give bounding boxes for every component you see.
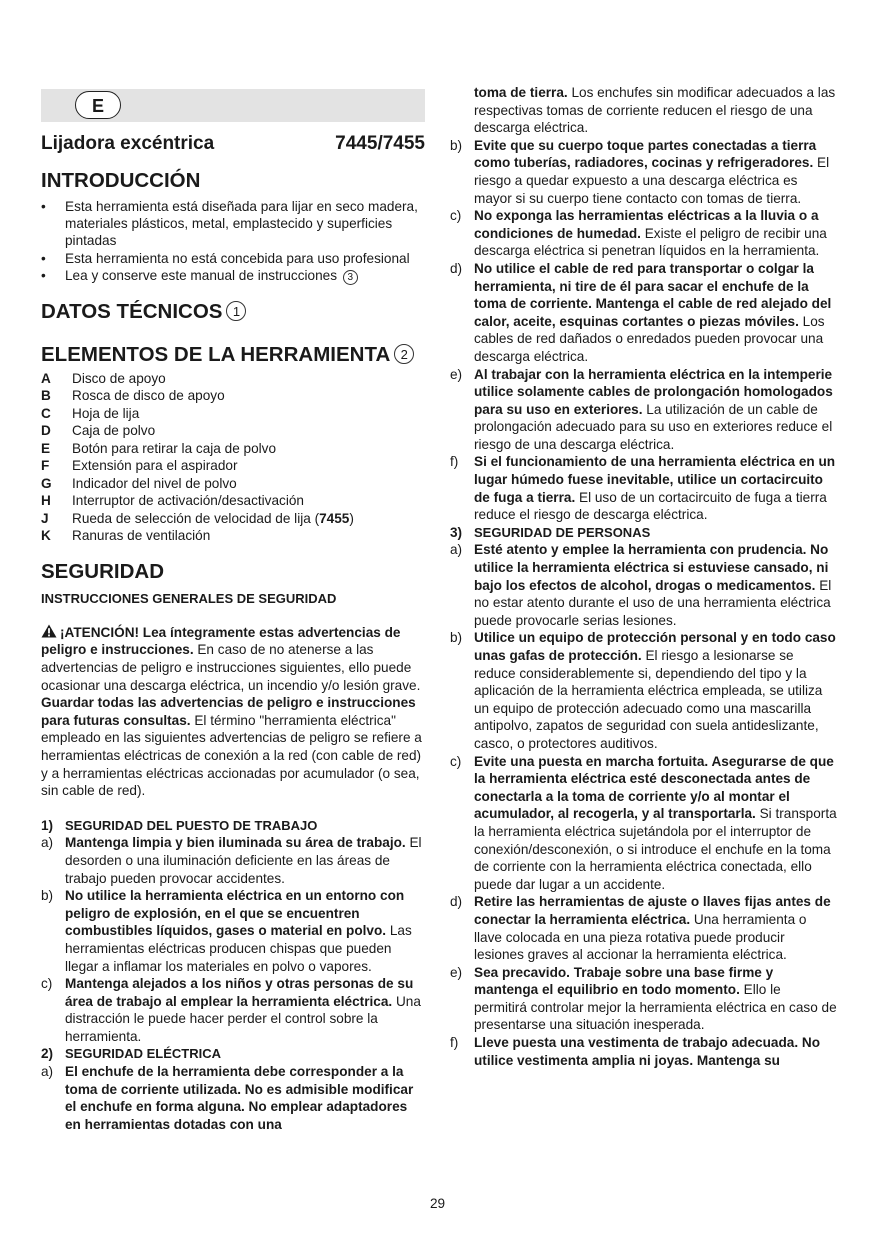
datos-tecnicos-heading: DATOS TÉCNICOS 1 [41, 299, 425, 325]
section-heading-1: 1) SEGURIDAD DEL PUESTO DE TRABAJO [41, 817, 318, 833]
warning-triangle-icon [41, 624, 57, 638]
list-item: B Rosca de disco de apoyo [41, 388, 225, 404]
list-item: E Botón para retirar la caja de polvo [41, 440, 277, 456]
list-item: f) Si el funcionamiento de una herramienta eléctrica en un lugar húmedo fuese inevitable, utilice un cortacircuito de fuga a tierra. El uso de un cortacircuito de fuga a tierra reduce el riesgo de descarga eléctrica. [450, 454, 836, 523]
warning-paragraph: ¡ATENCIÓN! Lea íntegramente estas advertencias de peligro e instrucciones. En caso de no atenerse a las advertencias de peligro e instrucciones siguientes, ello puede ocasionar una descarga eléctrica, un incendio y/o lesión grave. Guardar todas las advertencias de peligro e instrucciones para futuras consultas. El término "herramienta eléctrica" empleado en las siguientes advertencias de peligro se refiere a herramientas eléctricas de conexión a la red (con cable de red) y a herramientas eléctricas accionadas por acumulador (o sea, sin cable de red). [41, 624, 422, 799]
list-item: K Ranuras de ventilación [41, 528, 211, 544]
list-item: b) Evite que su cuerpo toque partes conectadas a tierra como tuberías, radiadores, cocinas y refrigeradores. El riesgo a quedar expuesto a una descarga eléctrica es mayor si su cuerpo tiene contacto con tomas de tierra. [450, 137, 830, 206]
elementos-heading: ELEMENTOS DE LA HERRAMIENTA 2 [41, 342, 425, 368]
section-heading-2: 2) SEGURIDAD ELÉCTRICA [41, 1046, 222, 1062]
list-item: d) No utilice el cable de red para transportar o colgar la herramienta, ni tire de él para sacar el enchufe de la toma de corriente. Mantenga el cable de red alejado del calor, aceite, esquinas cortantes o piezas móviles. Los cables de red dañados o enredados pueden provocar una descarga eléctrica. [450, 260, 832, 364]
list-item: J Rueda de selección de velocidad de lija (7455) [41, 510, 354, 526]
list-item: b) No utilice la herramienta eléctrica en un entorno con peligro de explosión, en el que se encuentren combustibles líquidos, gases o material en polvo. Las herramientas eléctricas producen chispas que pueden llegar a inflamar los materiales en polvo o vapores. [41, 888, 412, 974]
list-item: f) Lleve puesta una vestimenta de trabajo adecuada. No utilice vestimenta amplia ni joyas. Mantenga su [450, 1035, 820, 1068]
list-item: a) Esté atento y emplee la herramienta con prudencia. No utilice la herramienta eléctrica si estuviese cansado, ni bajo los efectos de alcohol, drogas o medicamentos. El no estar atento durante el uso de una herramienta eléctrica puede provocarle serias lesiones. [450, 542, 832, 628]
general-safety-subheading: INSTRUCCIONES GENERALES DE SEGURIDAD [41, 590, 337, 606]
product-model: 7445/7455 [335, 133, 425, 154]
product-title-line [41, 133, 425, 155]
list-item: C Hoja de lija [41, 405, 140, 421]
left-column [41, 89, 425, 1133]
elements-list [41, 370, 354, 545]
section-heading-3: 3) SEGURIDAD DE PERSONAS [450, 524, 651, 540]
list-item: e) Sea precavido. Trabaje sobre una base firme y mantenga el equilibrio en todo momento. Ello le permitirá controlar mejor la herramienta eléctrica en caso de presentarse una situación inesperada. [450, 964, 837, 1033]
list-item: D Caja de polvo [41, 423, 156, 439]
page-number: 29 [429, 1196, 446, 1211]
list-item: c) Evite una puesta en marcha fortuita. Asegurarse de que la herramienta eléctrica esté desconectada antes de conectarla a la toma de corriente y/o al montar el acumulador, al recogerla, y al transportarla. Si transporta la herramienta eléctrica sujetándola por el interruptor de conexión/desconexión, o si introduce el enchufe en la toma de corriente con la herramienta eléctrica conectada, ello puede dar lugar a un accidente. [450, 753, 837, 892]
list-item: a) El enchufe de la herramienta debe corresponder a la toma de corriente utilizada. No es admisible modificar el enchufe en forma alguna. No emplear adaptadores en herramientas dotadas con una [41, 1064, 414, 1132]
figure-ref-3: 3 [343, 270, 358, 285]
list-item: b) Utilice un equipo de protección personal y en todo caso unas gafas de protección. El riesgo a lesionarse se reduce considerablemente si, dependiendo del tipo y la aplicación de la herramienta eléctrica empleada, se utiliza un equipo de protección adecuado como una mascarilla antipolvo, zapatos de seguridad con suela antideslizante, casco, o protectores auditivos. [450, 630, 836, 751]
list-item: d) Retire las herramientas de ajuste o llaves fijas antes de conectar la herramienta eléctrica. Una herramienta o llave colocada en una pieza rotativa puede producir lesiones graves al accionar la herramienta eléctrica. [450, 894, 831, 963]
list-item-continuation: toma de tierra. Los enchufes sin modificar adecuados a las respectivas tomas de corriente reducen el riesgo de una descarga eléctrica. [474, 85, 836, 136]
list-item: c) Mantenga alejados a los niños y otras personas de su área de trabajo al emplear la herramienta eléctrica. Una distracción le puede hacer perder el control sobre la herramienta. [41, 976, 421, 1044]
intro-bullet-list [41, 198, 425, 285]
language-badge: E [75, 91, 121, 119]
list-item: e) Al trabajar con la herramienta eléctrica en la intemperie utilice solamente cables de prolongación homologados para su uso en exteriores. La utilización de un cable de prolongación adecuado para su uso en exteriores reduce el riesgo de una descarga eléctrica. [450, 366, 833, 452]
figure-ref-1: 1 [226, 301, 246, 321]
intro-bullet: • Lea y conserve este manual de instrucciones 3 [41, 267, 425, 285]
list-item: c) No exponga las herramientas eléctricas a la lluvia o a condiciones de humedad. Existe el peligro de recibir una descarga eléctrica si penetran líquidos en la herramienta. [450, 208, 827, 259]
product-name: Lijadora excéntrica [41, 133, 215, 154]
figure-ref-2: 2 [394, 344, 414, 364]
right-column [450, 84, 837, 1069]
list-item: F Extensión para el aspirador [41, 458, 238, 474]
language-header-bar [41, 89, 425, 122]
list-item: a) Mantenga limpia y bien iluminada su área de trabajo. El desorden o una iluminación deficiente en las áreas de trabajo pueden provocar accidentes. [41, 835, 422, 886]
list-item: H Interruptor de activación/desactivación [41, 493, 304, 509]
intro-heading: INTRODUCCIÓN [41, 169, 201, 192]
intro-bullet: • Esta herramienta no está concebida para uso profesional [41, 250, 410, 266]
intro-bullet: • Esta herramienta está diseñada para lijar en seco madera, materiales plásticos, metal, emplastecido y superficies pintadas [41, 199, 418, 249]
list-item: A Disco de apoyo [41, 370, 166, 386]
list-item: G Indicador del nivel de polvo [41, 475, 237, 491]
seguridad-heading: SEGURIDAD [41, 559, 165, 583]
